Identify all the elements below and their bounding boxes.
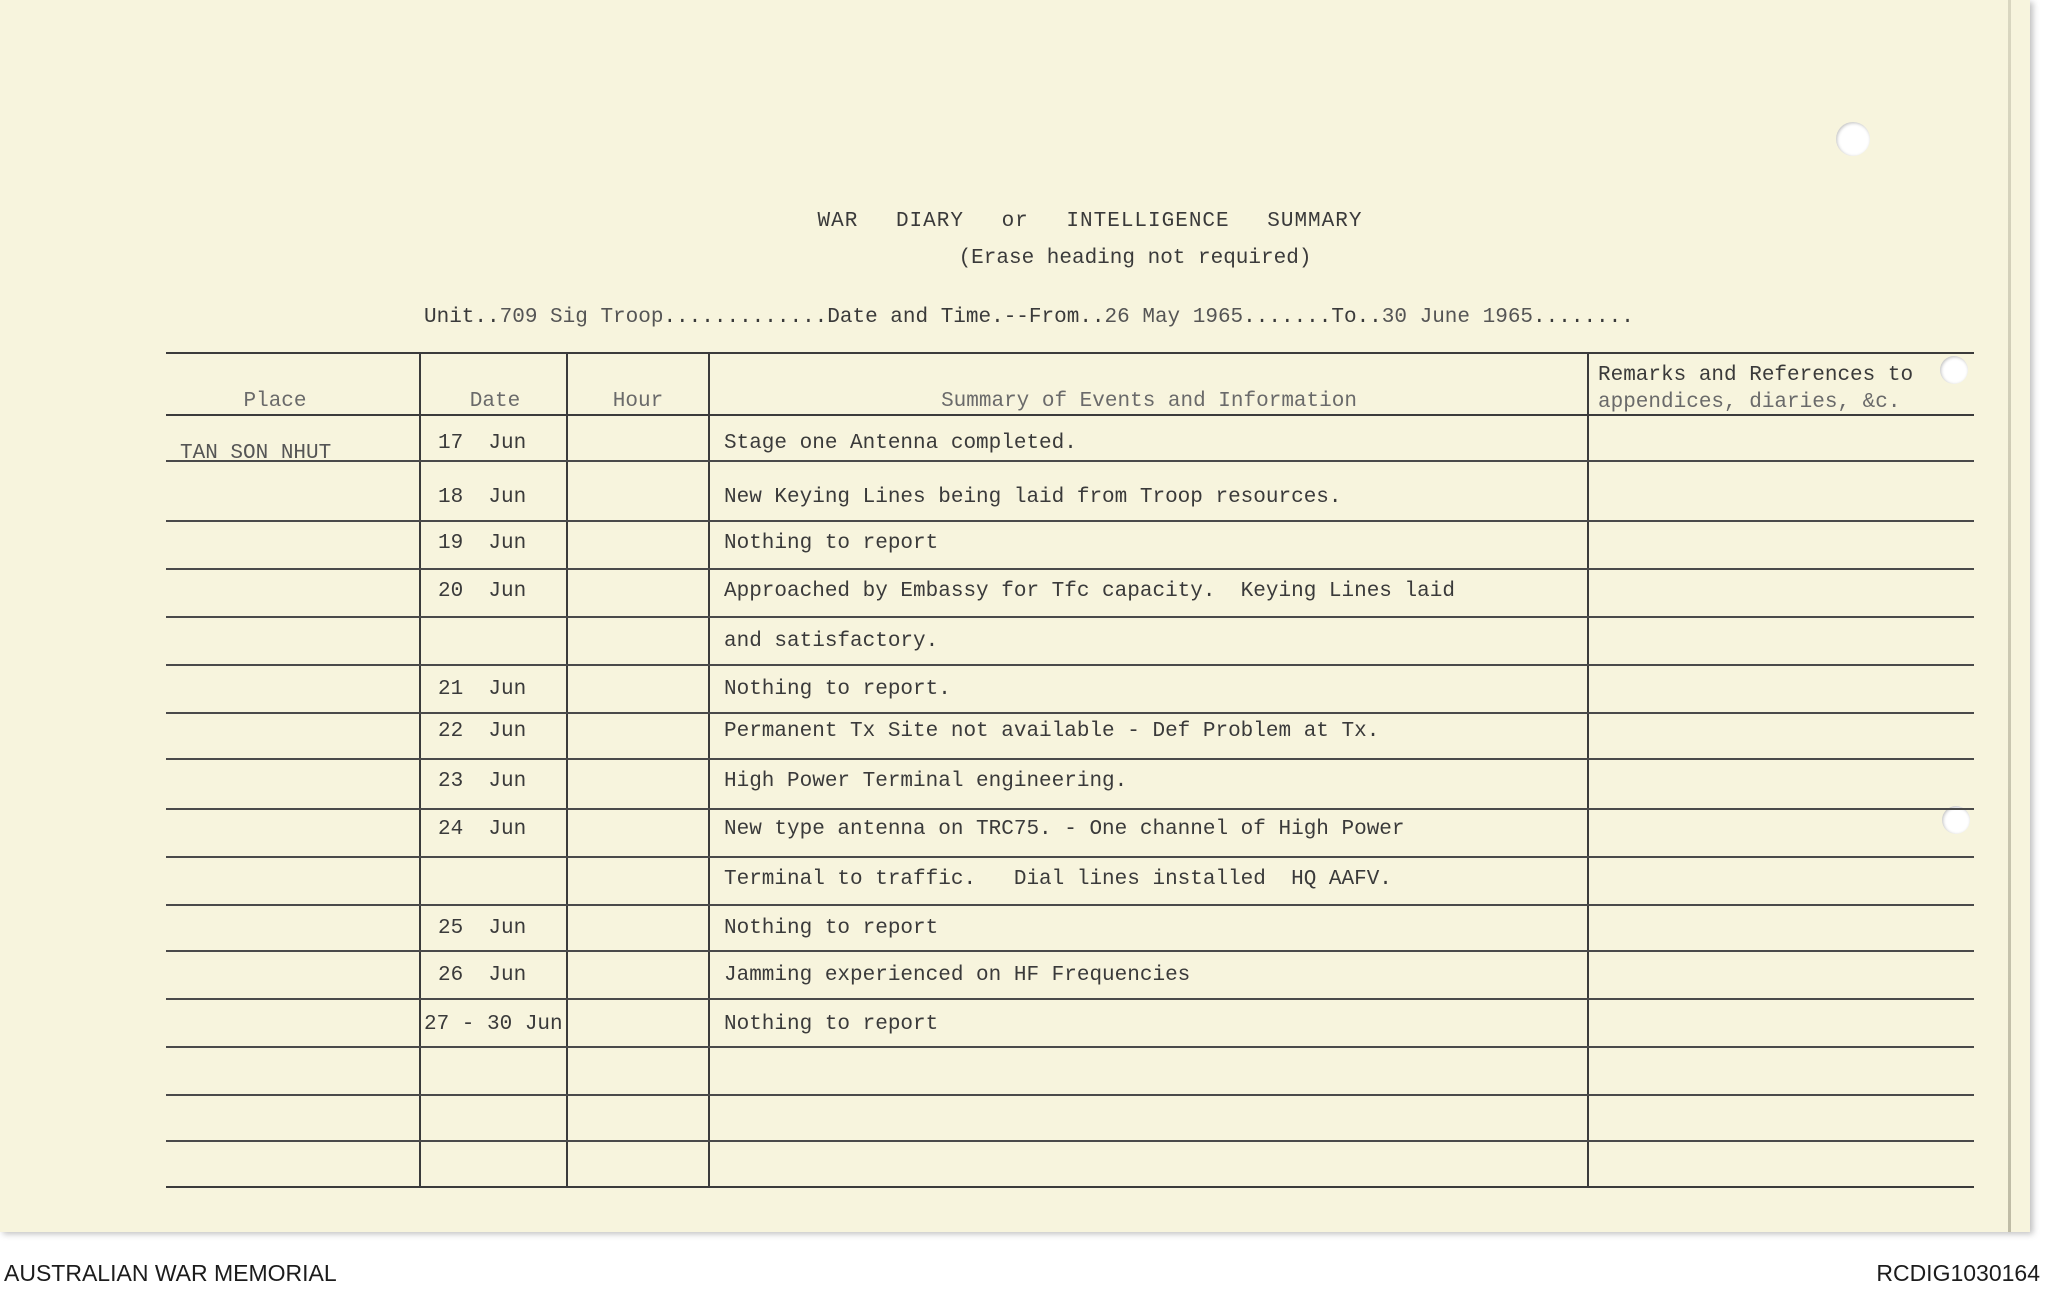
column-divider [419, 352, 421, 1188]
row-rule [166, 568, 1974, 570]
punch-hole [1836, 122, 1870, 156]
row-rule [166, 616, 1974, 618]
row-date: 21 Jun [438, 678, 527, 701]
document-subtitle: (Erase heading not required) [958, 247, 1312, 270]
remarks-header-line: Remarks and References to [1598, 364, 1914, 387]
dot-leader: ............. [663, 306, 828, 329]
title-word: SUMMARY [1267, 210, 1363, 233]
row-rule [166, 712, 1974, 714]
unit-value: 709 Sig Troop [499, 306, 664, 329]
sheet-edge [2008, 0, 2011, 1232]
remarks-header-line: appendices, diaries, &c. [1598, 391, 1901, 414]
to-label: To.. [1331, 306, 1382, 329]
row-summary: Nothing to report [724, 1013, 939, 1036]
row-rule [166, 950, 1974, 952]
row-date: 27 - 30 Jun [424, 1013, 563, 1036]
row-date: 17 Jun [438, 432, 527, 455]
row-summary: New type antenna on TRC75. - One channel of High Power [724, 818, 1405, 841]
row-rule [166, 1140, 1974, 1142]
row-rule [166, 998, 1974, 1000]
column-divider [566, 352, 568, 1188]
column-header-place: Place [243, 390, 307, 413]
row-rule [166, 856, 1974, 858]
from-date-value: 26 May 1965 [1104, 306, 1244, 329]
row-date: 26 Jun [438, 964, 527, 987]
row-summary: Nothing to report [724, 532, 939, 555]
row-rule [166, 460, 1974, 462]
row-rule [166, 1046, 1974, 1048]
table-bottom-rule [166, 1186, 1974, 1188]
row-date: 24 Jun [438, 818, 527, 841]
column-divider [1587, 352, 1589, 1188]
row-summary: High Power Terminal engineering. [724, 770, 1128, 793]
unit-date-line [424, 306, 1634, 329]
row-summary: and satisfactory. [724, 630, 939, 653]
title-word: INTELLIGENCE [1066, 210, 1230, 233]
dot-leader: ....... [1243, 306, 1332, 329]
row-rule [166, 520, 1974, 522]
row-date: 18 Jun [438, 486, 527, 509]
row-date: 23 Jun [438, 770, 527, 793]
row-rule [166, 664, 1974, 666]
row-summary: Nothing to report [724, 917, 939, 940]
column-header-summary: Summary of Events and Information [941, 390, 1357, 413]
column-header-remarks [1598, 362, 1948, 416]
row-summary: Jamming experienced on HF Frequencies [724, 964, 1191, 987]
footer-reference-id: RCDIG1030164 [1876, 1260, 2040, 1286]
column-divider [708, 352, 710, 1188]
row-summary: New Keying Lines being laid from Troop resources. [724, 486, 1342, 509]
footer-institution: AUSTRALIAN WAR MEMORIAL [4, 1260, 337, 1286]
row-date: 22 Jun [438, 720, 527, 743]
date-label: Date and Time.--From.. [827, 306, 1105, 329]
title-word: DIARY [895, 210, 964, 233]
row-rule [166, 1094, 1974, 1096]
row-rule [166, 904, 1974, 906]
to-date-value: 30 June 1965 [1381, 306, 1534, 329]
dot-leader: ........ [1533, 306, 1634, 329]
row-summary: Permanent Tx Site not available - Def Problem at Tx. [724, 720, 1380, 743]
row-summary: Approached by Embassy for Tfc capacity. Keying Lines laid [724, 580, 1455, 603]
column-header-hour: Hour [612, 390, 664, 413]
place-value: TAN SON NHUT [180, 442, 332, 465]
table-top-rule [166, 352, 1974, 354]
column-header-date: Date [469, 390, 521, 413]
row-summary: Nothing to report. [724, 678, 951, 701]
row-summary: Terminal to traffic. Dial lines installed HQ AAFV. [724, 868, 1392, 891]
row-date: 19 Jun [438, 532, 527, 555]
title-word: or [1001, 210, 1029, 233]
title-word: WAR [817, 210, 859, 233]
row-rule [166, 758, 1974, 760]
row-summary: Stage one Antenna completed. [724, 432, 1077, 455]
unit-label: Unit.. [424, 306, 500, 329]
row-date: 25 Jun [438, 917, 527, 940]
row-date: 20 Jun [438, 580, 527, 603]
punch-hole [1942, 806, 1970, 834]
document-title [0, 210, 2048, 233]
row-rule [166, 808, 1974, 810]
